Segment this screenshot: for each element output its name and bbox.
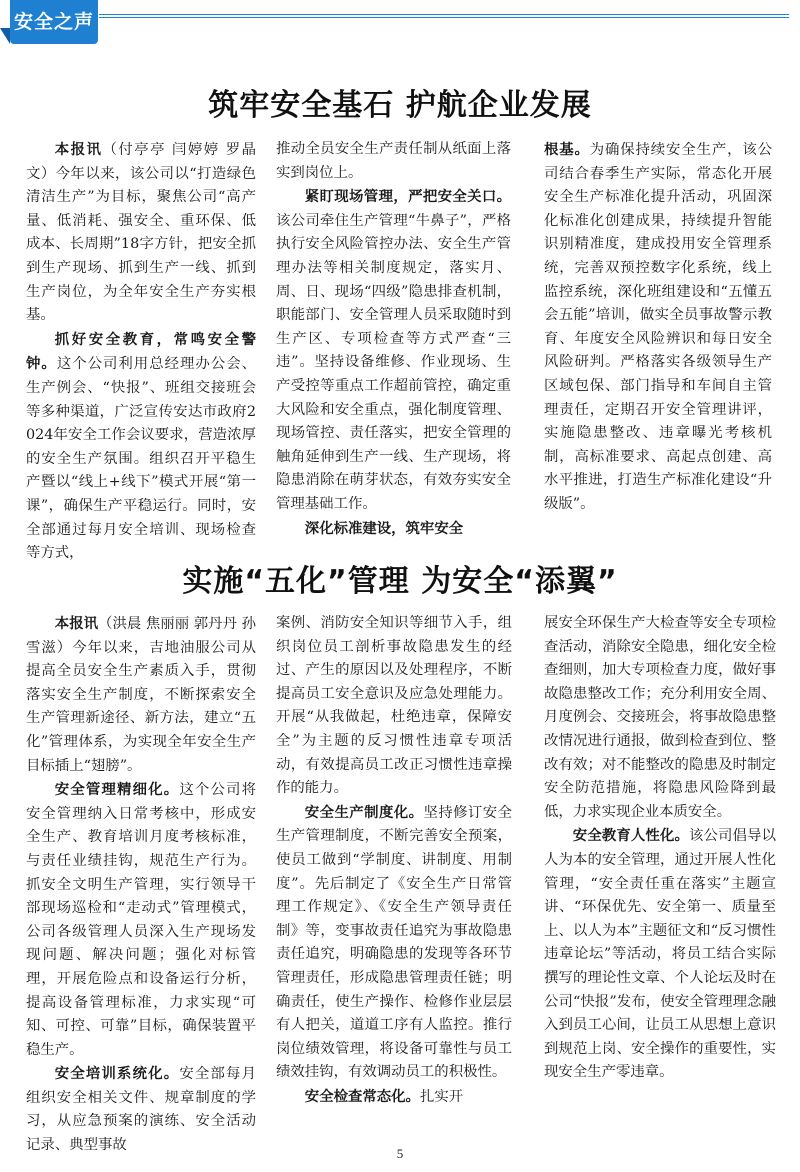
- paragraph-text: 为确保持续安全生产，该公司结合春季生产实际，常态化开展安全生产标准化提升活动，巩固深化标准化创建成果，持续提升智能识别精准度，建成投用安全管理系统，完善双预控数字化系统，线上监控系统，深化班组建设和“五懂五会五能”培训，做实全员事故警示教育、年度安全风险辨识和每日安全风险研判。严格落实各级领导生产区域包保、部门指导和车间自主管理责任，定期召开安全管理讲评，实施隐患整改、违章曝光考核机制，高标准要求、高起点创建、高水平推进，打造生产标准化建设“升级版”。: [544, 142, 772, 512]
- section-heading: 安全检查常态化。: [304, 1087, 420, 1105]
- article1-paragraph: [26, 138, 256, 328]
- paragraph-text: 案例、消防安全知识等细节入手，组织岗位员工剖析事故隐患发生的经过、产生的原因以及处理程序，不断提高员工安全意识及应急处理能力。开展“从我做起，杜绝违章，保障安全”为主题的反习惯性违章专项活动，有效提高员工改正习惯性违章操作的能力。: [276, 615, 512, 797]
- section-tag: [0, 0, 98, 44]
- paragraph-text: 该公司倡导以人为本的安全管理，通过开展人性化管理，“安全责任重在落实”主题宣讲、“环保优先、安全第一、质量至上、以人为本”主题征文和“反习惯性违章论坛”等活动，将员工结合实际撰写的理论性文章、个人论坛及时在公司“快报”发布，使安全管理理念融入到员工心间，让员工从思想上意识到规范上岗、安全操作的重要性，实现安全生产零违章。: [544, 828, 776, 1081]
- byline-lead: 本报讯: [54, 615, 99, 632]
- paragraph-text: 这个公司将安全管理纳入日常考核中，形成安全生产、教育培训月度考核标准，与责任业绩挂钩，规范生产行为。抓安全文明生产管理，实行领导干部现场巡检和“走动式”管理模式，公司各级管理人员深入生产现场发现问题、解决问题；强化对标管理，开展危险点和设备运行分析，提高设备管理标准，力求实现“可知、可控、可靠”目标，确保装置平稳生产。: [26, 782, 256, 1058]
- article2-column-1: [26, 612, 256, 1158]
- article1-paragraph: [26, 328, 256, 566]
- section-heading: 安全培训系统化。: [54, 1065, 180, 1083]
- paragraph-text: 该公司牵住生产管理“牛鼻子”，严格执行安全风险管控办法、安全生产管理办法等相关制度规定，落实月、周、日、现场“四级”隐患排查机制，职能部门、安全管理人员采取随时到生产区、专项检查等方式严查“三违”。坚持设备维修、作业现场、生产受控等重点工作超前管控，确定重大风险和安全重点，强化制度管理、现场管控、责任落实，把安全管理的触角延伸到生产一线、生产现场，将隐患消除在萌芽状态，有效夯实安全管理基础工作。: [276, 212, 511, 512]
- section-tag-fold: [0, 28, 10, 44]
- article1-column-3: [544, 138, 772, 517]
- article1-title: 筑牢安全基石 护航企业发展: [208, 88, 592, 123]
- section-heading: 深化标准建设，筑牢安全: [304, 519, 464, 537]
- section-heading: 抓好安全教育，常鸣安全警钟。: [26, 330, 256, 373]
- section-heading: 根基。: [544, 141, 590, 158]
- article2-paragraph: [276, 801, 512, 1085]
- article1-column-2: [276, 138, 511, 541]
- paragraph-text: 展安全环保生产大检查等安全专项检查活动，消除安全隐患，细化安全检查细则，加大专项检查力度，做好事故隐患整改工作；充分利用安全周、月度例会、交接班会，将事故隐患整改情况进行通报，做到检查到位、整改有效；对不能整改的隐患及时制定安全防范措施，将隐患风险降到最低，力求实现企业本质安全。: [544, 615, 776, 820]
- article1-paragraph: [276, 185, 511, 516]
- paragraph-text: 坚持修订安全生产管理制度，不断完善安全预案，使员工做到“学制度、讲制度、用制度”。先后制定了《安全生产日常管理工作规定》、《安全生产领导责任制》等，变事故责任追究为事故隐患责任追究，明确隐患的发现等各环节管理责任，形成隐患管理责任链；明确责任，使生产操作、检修作业层层有人把关，道道工序有人监控。推行岗位绩效管理，将设备可靠性与员工绩效挂钩，有效调动员工的积极性。: [276, 804, 512, 1081]
- article2-paragraph: [26, 778, 256, 1062]
- paragraph-text: 安全部每月组织安全相关文件、规章制度的学习，从应急预案的演练、安全活动记录、典型事故: [26, 1066, 256, 1154]
- paragraph-text: 扎实开: [419, 1088, 464, 1105]
- section-tag-label: 安全之声: [13, 11, 94, 33]
- article1-column-1: [26, 138, 256, 566]
- section-heading: 安全教育人性化。: [572, 827, 689, 845]
- article2-paragraph: [276, 1085, 512, 1110]
- article2-paragraph: [276, 612, 512, 801]
- article2-column-2: [276, 612, 512, 1109]
- article1-paragraph: [276, 138, 511, 185]
- article2-title: 实施“五化”管理 为安全“添翼”: [182, 564, 618, 599]
- header-rule-top: [99, 14, 789, 15]
- article2-paragraph: [26, 612, 256, 778]
- section-heading: 安全管理精细化。: [54, 781, 180, 799]
- section-heading: 紧盯现场管理，严把安全关口。: [304, 188, 511, 206]
- article1-paragraph: [276, 517, 511, 542]
- article2-paragraph: [544, 612, 776, 824]
- byline-lead: 本报讯: [54, 141, 103, 158]
- article2-paragraph: [26, 1062, 256, 1157]
- header-rule-bottom: [99, 17, 789, 18]
- paragraph-text: （付亭亭 闫婷婷 罗晶文）今年以来，该公司以“打造绿色清洁生产”为目标，聚焦公司“高产量、低消耗、强安全、重环保、低成本、长周期”18字方针，把安全抓到生产现场、抓到生产一线、抓到生产岗位，为全年安全生产夯实根基。: [26, 142, 256, 324]
- paragraph-text: （洪晨 焦丽丽 郭丹丹 孙雪滋）今年以来，吉地油服公司从提高全员安全生产素质入手，贯彻落实安全生产制度，不断探索安全生产管理新途径、新方法，建立“五化”管理体系，为实现全年安全生产目标插上“翅膀”。: [26, 616, 256, 774]
- article2-column-3: [544, 612, 776, 1085]
- paragraph-text: 这个公司利用总经理办公会、生产例会、“快报”、班组交接班会等多种渠道，广泛宣传安达市政府2024年安全工作会议要求，营造浓厚的安全生产氛围。组织召开平稳生产暨以“线上+线下”模式开展“第一课”，确保生产平稳运行。同时，安全部通过每月安全培训、现场检查等方式，: [26, 356, 256, 562]
- paragraph-text: 推动全员安全生产责任制从纸面上落实到岗位上。: [276, 141, 511, 181]
- section-heading: 安全生产制度化。: [304, 803, 424, 821]
- page-number: 5: [396, 1146, 404, 1161]
- article1-paragraph: [544, 138, 772, 517]
- article2-paragraph: [544, 824, 776, 1085]
